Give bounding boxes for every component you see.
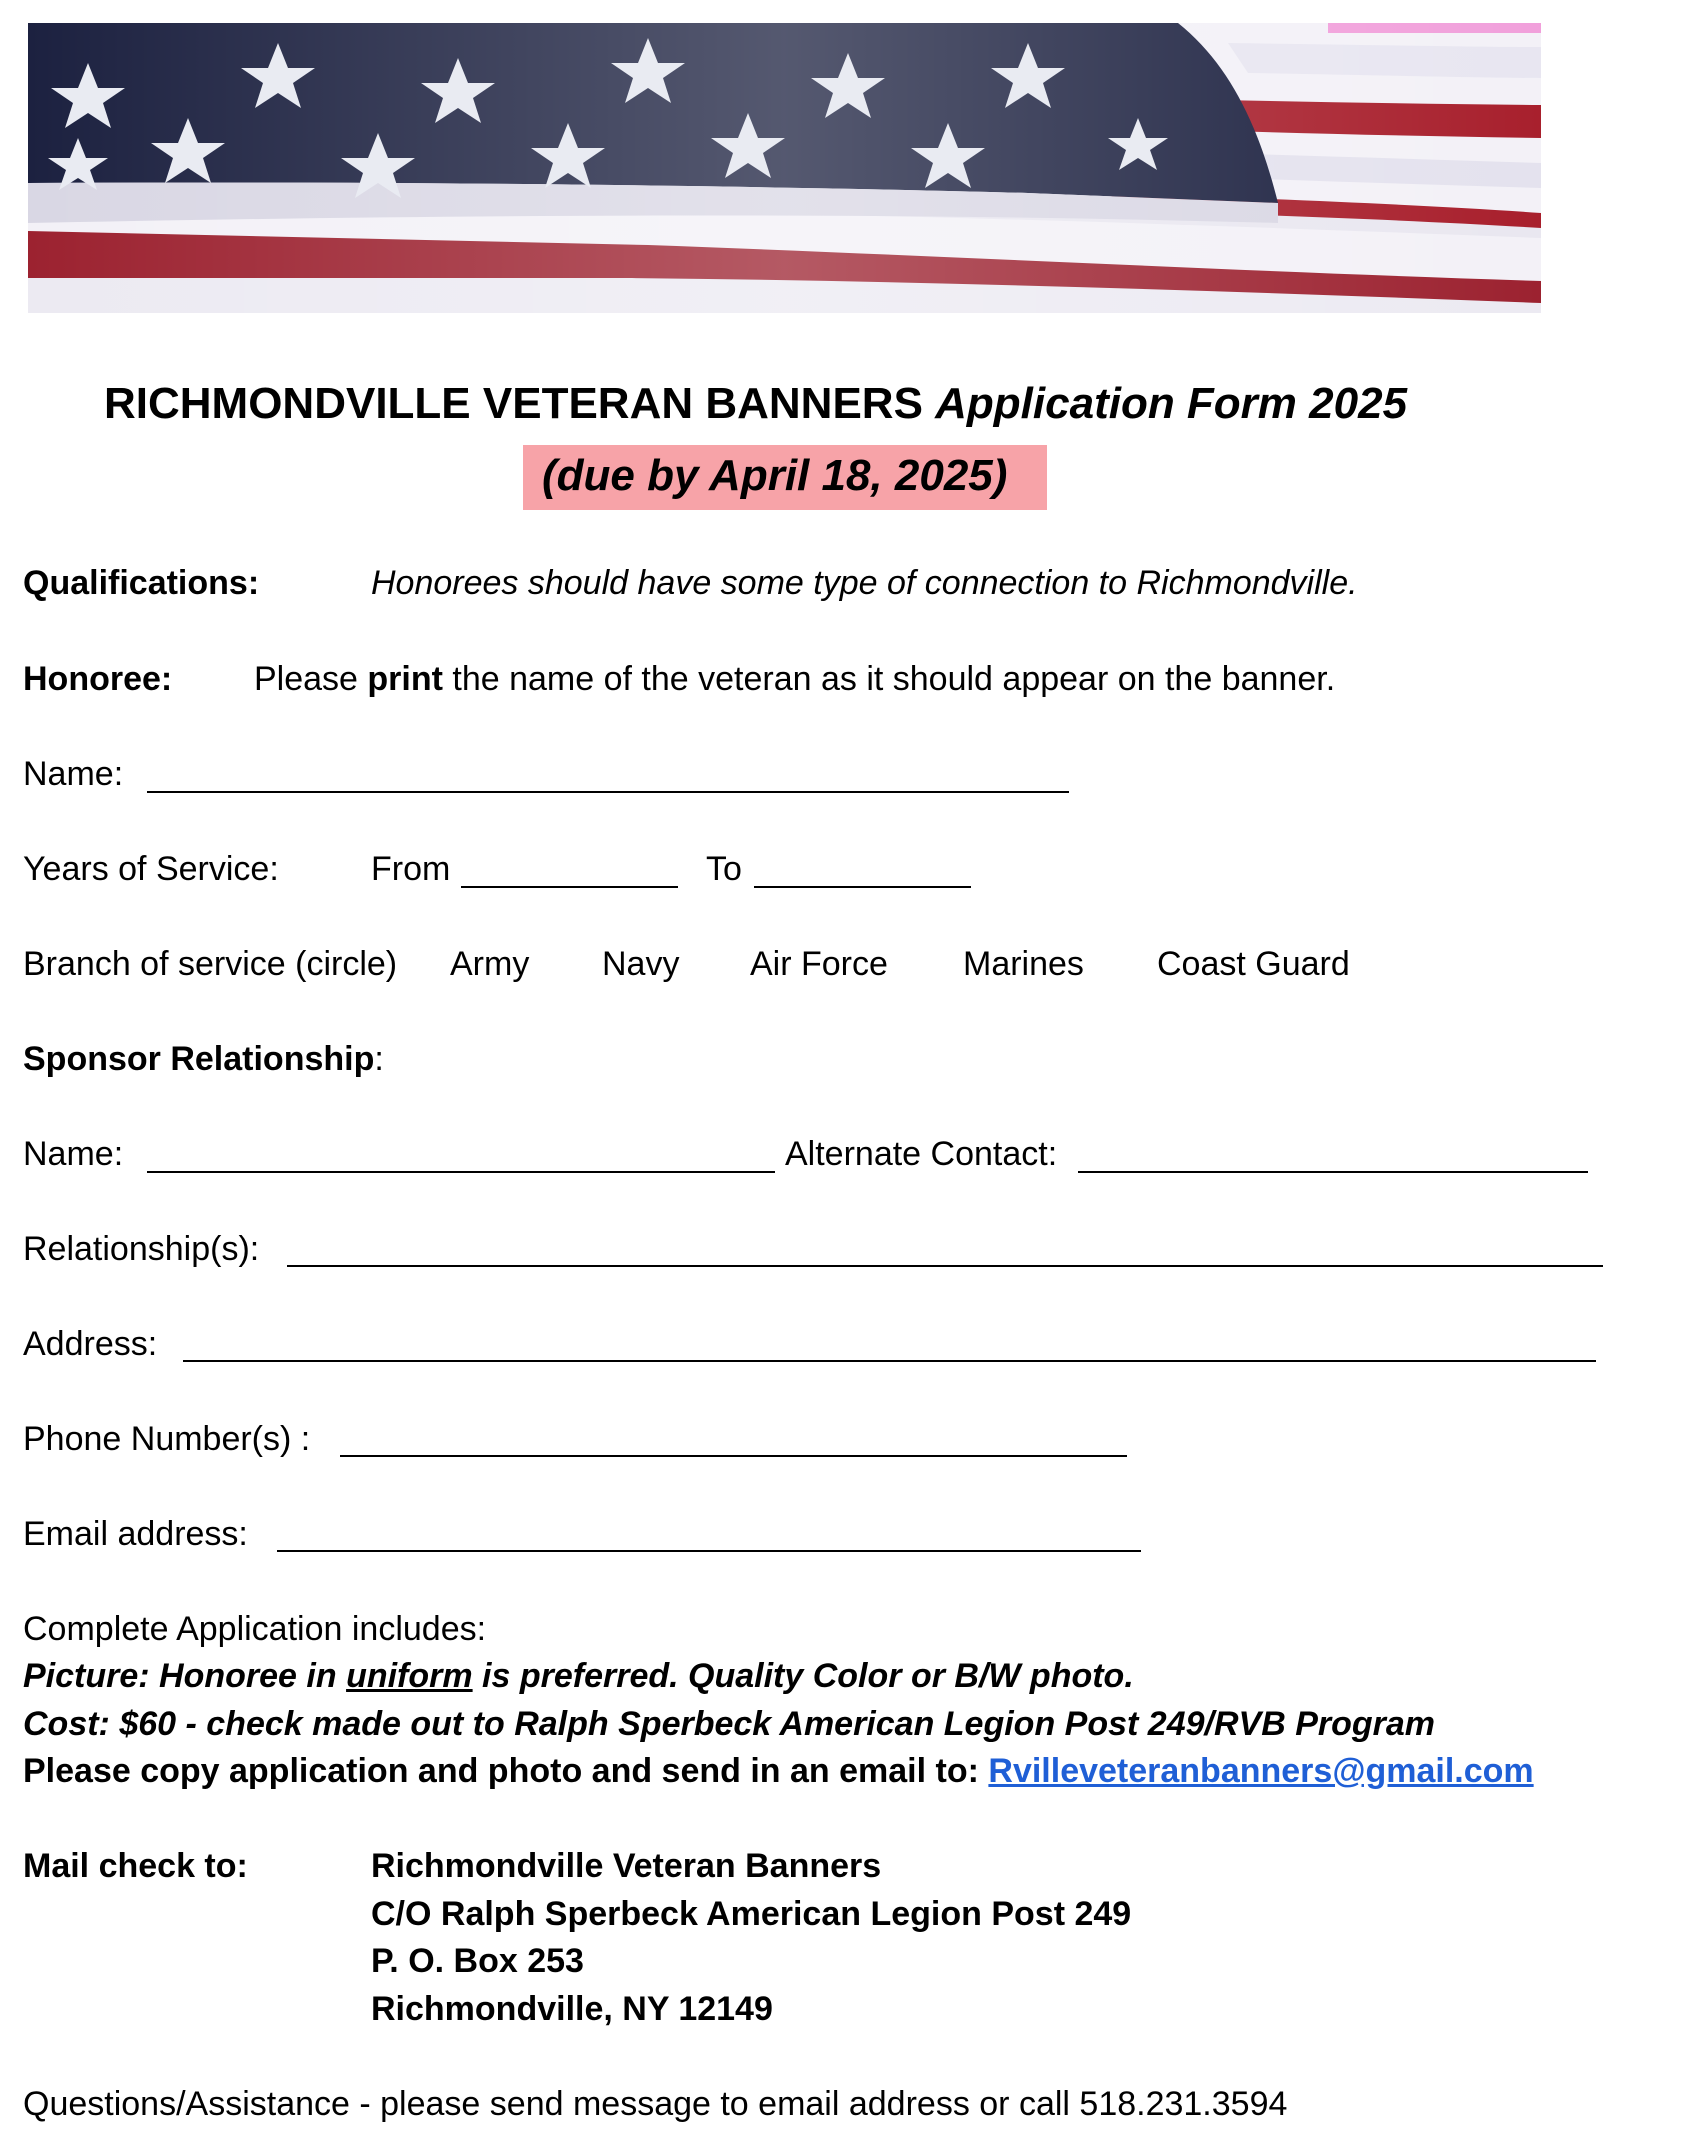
honoree-label: Honoree: — [23, 660, 173, 698]
branch-option-navy[interactable]: Navy — [602, 945, 680, 983]
phone-label: Phone Number(s) : — [23, 1420, 311, 1458]
qualifications-text: Honorees should have some type of connection to Richmondville. — [371, 564, 1358, 602]
from-label: From — [371, 850, 451, 888]
relationship-field[interactable] — [287, 1265, 1603, 1267]
due-date: (due by April 18, 2025) — [542, 451, 1008, 500]
mail-label: Mail check to: — [23, 1847, 248, 1885]
picture-requirement — [23, 1656, 1134, 1696]
flag-banner-image — [28, 23, 1541, 313]
honoree-name-label: Name: — [23, 755, 124, 793]
sponsor-heading-text: Sponsor Relationship — [23, 1040, 375, 1078]
copy-instructions — [23, 1751, 1534, 1791]
sponsor-name-field[interactable] — [147, 1171, 775, 1173]
branch-option-air-force[interactable]: Air Force — [750, 945, 888, 983]
picture-text-pre: Picture: Honoree in — [23, 1657, 347, 1695]
to-label: To — [706, 850, 742, 888]
sponsor-heading-colon: : — [374, 1040, 384, 1078]
questions-footer: Questions/Assistance - please send message to email address or call 518.231.3594 — [23, 2085, 1288, 2123]
branch-option-marines[interactable]: Marines — [963, 945, 1084, 983]
address-label: Address: — [23, 1325, 158, 1363]
honoree-text-bold: print — [367, 660, 443, 698]
alternate-contact-label: Alternate Contact: — [785, 1135, 1058, 1173]
relationship-label: Relationship(s): — [23, 1230, 260, 1268]
qualifications-label: Qualifications: — [23, 564, 260, 602]
honoree-text-post: the name of the veteran as it should appear on the banner. — [442, 660, 1336, 698]
mail-address-line: P. O. Box 253 — [371, 1942, 584, 1980]
picture-text-uniform: uniform — [346, 1657, 473, 1695]
sponsor-name-label: Name: — [23, 1135, 124, 1173]
honoree-text-pre: Please — [254, 660, 368, 698]
email-field[interactable] — [277, 1550, 1141, 1552]
phone-field[interactable] — [340, 1455, 1127, 1457]
branch-option-coast-guard[interactable]: Coast Guard — [1157, 945, 1350, 983]
title-italic: Application Form 2025 — [935, 379, 1408, 428]
cost-requirement: Cost: $60 - check made out to Ralph Sperbeck American Legion Post 249/RVB Program — [23, 1705, 1436, 1743]
mail-address-line: Richmondville Veteran Banners — [371, 1847, 882, 1885]
branch-option-army[interactable]: Army — [450, 945, 530, 983]
sponsor-heading — [23, 1039, 384, 1079]
honoree-name-field[interactable] — [147, 791, 1069, 793]
years-of-service-label: Years of Service: — [23, 850, 279, 888]
page-title — [104, 378, 1407, 430]
branch-label: Branch of service (circle) — [23, 945, 398, 983]
complete-heading: Complete Application includes: — [23, 1610, 487, 1648]
title-bold: RICHMONDVILLE VETERAN BANNERS — [104, 379, 923, 428]
to-field[interactable] — [754, 886, 971, 888]
honoree-instructions — [254, 659, 1335, 699]
from-field[interactable] — [461, 886, 678, 888]
picture-text-post: is preferred. Quality Color or B/W photo. — [472, 1657, 1134, 1695]
mail-address-line: C/O Ralph Sperbeck American Legion Post 249 — [371, 1895, 1132, 1933]
address-field[interactable] — [183, 1360, 1596, 1362]
copy-text: Please copy application and photo and send in an email to: — [23, 1752, 989, 1790]
alternate-contact-field[interactable] — [1078, 1171, 1588, 1173]
email-label: Email address: — [23, 1515, 248, 1553]
mail-address-line: Richmondville, NY 12149 — [371, 1990, 773, 2028]
email-link[interactable]: Rvilleveteranbanners@gmail.com — [988, 1752, 1534, 1790]
